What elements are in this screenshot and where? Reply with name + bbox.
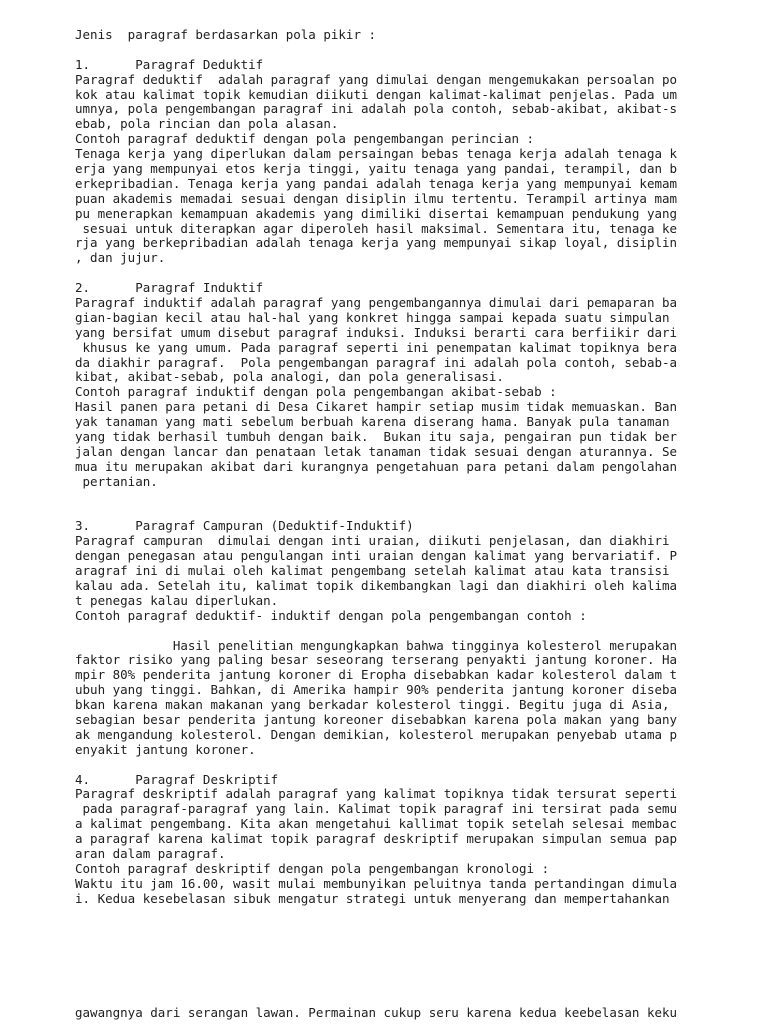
text-line — [75, 624, 755, 639]
text-line: 3. Paragraf Campuran (Deduktif-Induktif) — [75, 518, 414, 534]
text-line: mua itu merupakan akibat dari kurangnya pengetahuan para petani dalam pengolahan — [75, 458, 678, 474]
text-line: , dan jujur. — [75, 250, 166, 266]
text-line: da diakhir paragraf. Pola pengembangan paragraf ini adalah pola contoh, sebab-a — [75, 354, 678, 370]
text-line: 4. Paragraf Deskriptif — [75, 771, 279, 787]
text-line: aragraf ini di mulai oleh kalimat pengembang setelah kalimat atau kata transisi — [75, 563, 670, 579]
text-line: sesuai untuk diterapkan agar diperoleh hasil maksimal. Sementara itu, tenaga ke — [75, 220, 678, 236]
text-line — [75, 758, 755, 773]
text-line: Paragraf deskriptif adalah paragraf yang kalimat topiknya tidak tersurat seperti — [75, 786, 678, 802]
text-line: bkan karena makan makanan yang berkadar kolesterol tinggi. Begitu juga di Asia, — [75, 697, 670, 713]
text-line: umnya, pola pengembangan paragraf ini adalah pola contoh, sebab-akibat, akibat-s — [75, 101, 678, 117]
text-line: Paragraf campuran dimulai dengan inti uraian, diikuti penjelasan, dan diakhiri — [75, 533, 670, 549]
text-line: ak mengandung kolesterol. Dengan demikian, kolesterol merupakan penyebab utama p — [75, 726, 678, 742]
text-line: t penegas kalau diperlukan. — [75, 592, 279, 608]
text-line: erja yang mempunyai etos kerja tinggi, yaitu tenaga yang pandai, terampil, dan b — [75, 161, 678, 177]
text-line: Waktu itu jam 16.00, wasit mulai membunyikan peluitnya tanda pertandingan dimula — [75, 875, 678, 891]
text-line: erkepribadian. Tenaga kerja yang pandai adalah tenaga kerja yang mempunyai kemam — [75, 175, 678, 191]
text-line — [75, 505, 755, 520]
text-line: gian-bagian kecil atau hal-hal yang konkret hingga sampai kepada suatu simpulan — [75, 309, 670, 325]
text-line: ubuh yang tinggi. Bahkan, di Amerika hampir 90% penderita jantung koroner diseba — [75, 682, 678, 698]
text-line — [75, 490, 755, 505]
text-line: Jenis paragraf berdasarkan pola pikir : — [75, 27, 377, 42]
text-line: Tenaga kerja yang diperlukan dalam persaingan bebas tenaga kerja adalah tenaga k — [75, 146, 678, 162]
text-line: mpir 80% penderita jantung koroner di Eropha disebabkan kadar kolesterol dalam t — [75, 667, 678, 683]
text-line: yang bersifat umum disebut paragraf induksi. Induksi berarti cara berfiikir dari — [75, 324, 678, 340]
text-line: Paragraf induktif adalah paragraf yang pengembangannya dimulai dari pemaparan ba — [75, 295, 678, 311]
text-line: rja yang berkepribadian adalah tenaga kerja yang mempunyai sikap loyal, disiplin — [75, 235, 678, 251]
text-line: Contoh paragraf deskriptif dengan pola pengembangan kronologi : — [75, 860, 550, 876]
text-line: kok atau kalimat topik kemudian diikuti dengan kalimat-kalimat penjelas. Pada um — [75, 86, 678, 102]
text-line: kalau ada. Setelah itu, kalimat topik dikembangkan lagi dan diakhiri oleh kalima — [75, 577, 678, 593]
text-line: 1. Paragraf Deduktif — [75, 56, 264, 72]
text-line: i. Kedua kesebelasan sibuk mengatur strategi untuk menyerang dan mempertahankan — [75, 890, 670, 906]
text-line — [75, 43, 755, 58]
text-line: a paragraf karena kalimat topik paragraf deskriptif merupakan simpulan semua pap — [75, 831, 678, 847]
text-line: faktor risiko yang paling besar seseorang terserang penyakti jantung koroner. Ha — [75, 652, 678, 668]
text-line: pu menerapkan kemampuan akademis yang dimiliki disertai kemampuan pendukung yang — [75, 205, 678, 221]
text-line: sebagian besar penderita jantung koreoner disebabkan karena pola makan yang bany — [75, 711, 678, 727]
document-body — [75, 28, 755, 907]
text-line: Hasil penelitian mengungkapkan bahwa tingginya kolesterol merupakan — [75, 637, 678, 653]
text-line: Hasil panen para petani di Desa Cikaret hampir setiap musim tidak memuaskan. Ban — [75, 399, 678, 415]
text-line: kibat, akibat-sebab, pola analogi, dan pola generalisasi. — [75, 369, 504, 385]
continued-text-line: gawangnya dari serangan lawan. Permainan cukup seru karena kedua keebelasan keku — [75, 1005, 678, 1020]
text-line: dengan penegasan atau pengulangan inti uraian dengan kalimat yang bervariatif. P — [75, 548, 678, 564]
text-line: jalan dengan lancar dan penataan letak tanaman tidak sesuai dengan aturannya. Se — [75, 443, 678, 459]
text-line: Paragraf deduktif adalah paragraf yang dimulai dengan mengemukakan persoalan po — [75, 71, 678, 87]
text-line: Contoh paragraf induktif dengan pola pengembangan akibat-sebab : — [75, 384, 557, 400]
text-line: pada paragraf-paragraf yang lain. Kalimat topik paragraf ini tersirat pada semu — [75, 801, 678, 817]
text-line: aran dalam paragraf. — [75, 845, 226, 861]
text-line — [75, 266, 755, 281]
text-line: ebab, pola rincian dan pola alasan. — [75, 116, 339, 132]
text-line: a kalimat pengembang. Kita akan mengetahui kallimat topik setelah selesai membac — [75, 816, 678, 832]
text-line: yak tanaman yang mati sebelum berbuah karena diserang hama. Banyak pula tanaman — [75, 414, 670, 430]
text-line: Contoh paragraf deduktif- induktif dengan pola pengembangan contoh : — [75, 607, 587, 623]
text-line: 2. Paragraf Induktif — [75, 280, 264, 296]
text-line: yang tidak berhasil tumbuh dengan baik. Bukan itu saja, pengairan pun tidak ber — [75, 429, 678, 445]
text-line: puan akademis memadai sesuai dengan disiplin ilmu tertentu. Terampil artinya mam — [75, 190, 678, 206]
text-line: pertanian. — [75, 473, 158, 489]
text-line: khusus ke yang umum. Pada paragraf seperti ini penempatan kalimat topiknya bera — [75, 339, 678, 355]
text-line: enyakit jantung koroner. — [75, 741, 256, 757]
text-line: Contoh paragraf deduktif dengan pola pengembangan perincian : — [75, 131, 535, 147]
